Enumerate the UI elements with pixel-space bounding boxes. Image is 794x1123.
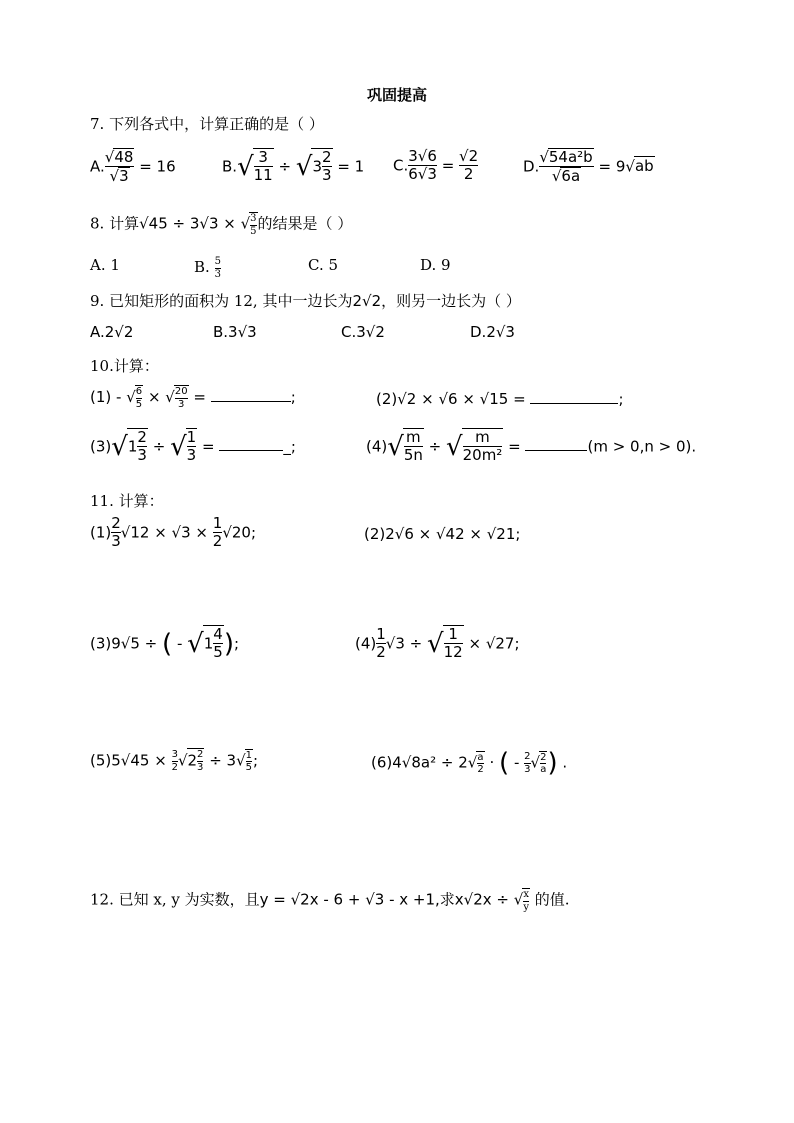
q10-part-4: (4)√ $\frac{m}{5n}$ ÷ √ $\frac{m}{\text{20m²}}$ = (m > 0,n > 0). [366, 428, 697, 465]
q11-stem: 11. 计算： [90, 492, 164, 510]
q8-option-c: C. 5 [308, 256, 339, 274]
answer-blank[interactable] [525, 450, 587, 451]
q10-part-3: (3)√1 $\frac{2}{3}$ ÷ √ $\frac{1}{3}$ = _; [90, 428, 296, 465]
q11-part-4: (4) $\frac{1}{2}$ √3 ÷ √ $\frac{1}{12}$ × √27; [355, 625, 520, 662]
q8-stem: 8. 计算√45 ÷ 3√3 × √ $\frac{3}{5}$ 的结果是（ ） [90, 213, 353, 237]
q7-option-c: C. $\frac{3√6}{6√3}$ = $\frac{√2}{2}$ [393, 147, 479, 184]
q11-part-3: (3)9√5 ÷ ( - √1 $\frac{4}{5}$ ); [90, 625, 240, 662]
q9-stem: 9. 已知矩形的面积为 12, 其中一边长为2√2，则另一边长为（ ） [90, 292, 521, 310]
q9-option-d: D.2√3 [470, 323, 515, 341]
answer-blank[interactable] [211, 401, 291, 402]
q10-stem: 10.计算： [90, 357, 159, 375]
q8-option-a: A. 1 [90, 256, 120, 274]
q11-part-1: (1) $\frac{2}{3}$ √12 × √3 × $\frac{1}{2}$ √20; [90, 514, 257, 551]
q11-part-6: (6)4√8a² ÷ 2√ $\frac{a}{2}$ · ( - $\frac{2}{3}$ √ $\frac{2}{a}$ ) . [371, 748, 568, 778]
q8-option-d: D. 9 [420, 256, 451, 274]
q10-part-2: (2)√2 × √6 × √15 = ; [376, 390, 624, 408]
answer-blank[interactable] [530, 403, 618, 404]
section-title: 巩固提高 [366, 86, 427, 104]
q7-option-a: A. $\frac{√48}{√3}$ = 16 [90, 148, 176, 186]
q9-option-a: A.2√2 [90, 323, 134, 341]
q10-part-1: (1) - √ $\frac{6}{5}$ × √ $\frac{20}{3}$ = ; [90, 386, 296, 410]
answer-blank[interactable] [219, 450, 283, 451]
q7-stem: 7. 下列各式中，计算正确的是（ ） [90, 115, 324, 133]
q9-option-b: B.3√3 [213, 323, 257, 341]
q11-part-2: (2)2√6 × √42 × √21; [364, 525, 521, 543]
q9-option-c: C.3√2 [341, 323, 385, 341]
q7-option-b: B.√ $\frac{3}{11}$ ÷ √3 $\frac{2}{3}$ = 1 [222, 148, 365, 185]
q7-option-d: D. $\frac{\text{√54a²b}}{√6a}$ = 9√ab [523, 148, 654, 186]
q12-stem: 12. 已知 x, y 为实数，且y = √2x - 6 + √3 - x +1,求x√2x ÷ √ $\frac{x}{y}$ 的值. [90, 889, 570, 913]
q8-option-b: B. $\frac{5}{3}$ [194, 256, 221, 280]
q11-part-5: (5)5√45 × $\frac{3}{2}$ √2 $\frac{2}{3}$ ÷ 3√ $\frac{1}{5}$ ; [90, 749, 259, 773]
